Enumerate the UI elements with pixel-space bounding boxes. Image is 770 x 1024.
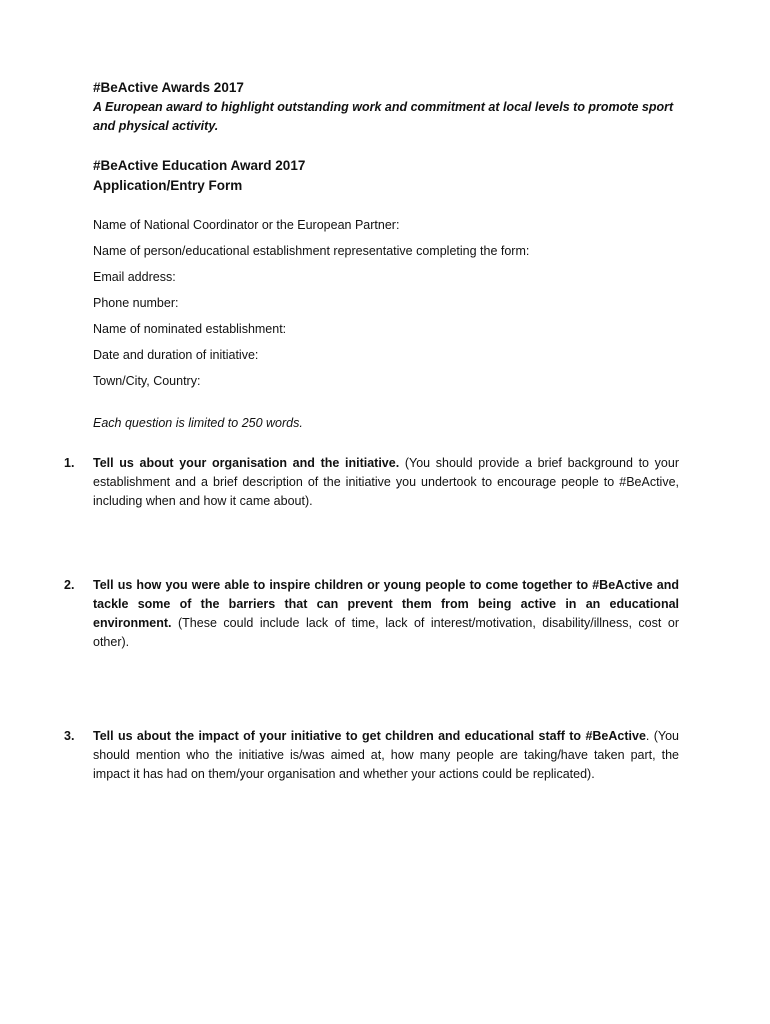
question-3 <box>64 727 679 784</box>
awards-title: #BeActive Awards 2017 <box>93 80 244 95</box>
question-number: 2. <box>64 578 75 592</box>
field-phone: Phone number: <box>93 296 179 310</box>
question-heading: Tell us how you were able to inspire children or young people to come together to #BeActive and tackle some of the barriers that can prevent them from being active in an educational environment. <box>93 578 679 630</box>
question-description: (These could include lack of time, lack of interest/motivation, disability/illness, cost or other). <box>93 616 679 649</box>
question-heading: Tell us about the impact of your initiative to get children and educational staff to #BeActive <box>93 729 646 743</box>
question-2 <box>64 576 679 652</box>
word-limit-note: Each question is limited to 250 words. <box>93 416 303 430</box>
question-number: 3. <box>64 729 75 743</box>
field-representative: Name of person/educational establishment representative completing the form: <box>93 244 530 258</box>
field-establishment: Name of nominated establishment: <box>93 322 287 336</box>
question-1 <box>64 454 679 511</box>
question-description: (You should provide a brief background to your establishment and a brief description of the initiative you undertook to encourage people to #BeActive, including when and how it came about). <box>93 456 679 508</box>
field-coordinator: Name of National Coordinator or the European Partner: <box>93 218 400 232</box>
field-town-country: Town/City, Country: <box>93 374 201 388</box>
form-header-section <box>93 78 679 432</box>
question-heading: Tell us about your organisation and the initiative. <box>93 456 400 470</box>
award-title: #BeActive Education Award 2017 <box>93 158 306 173</box>
field-date-duration: Date and duration of initiative: <box>93 348 259 362</box>
question-number: 1. <box>64 456 75 470</box>
form-fields <box>93 212 679 394</box>
awards-subtitle: A European award to highlight outstanding work and commitment at local levels to promote sport and physical activity. <box>93 100 674 133</box>
question-description: . (You should mention who the initiative is/was aimed at, how many people are taking/have taken part, the impact it has had on them/your organisation and whether your actions could be replicated). <box>93 729 679 781</box>
form-title: Application/Entry Form <box>93 178 243 193</box>
field-email: Email address: <box>93 270 176 284</box>
questions-list <box>64 454 679 784</box>
